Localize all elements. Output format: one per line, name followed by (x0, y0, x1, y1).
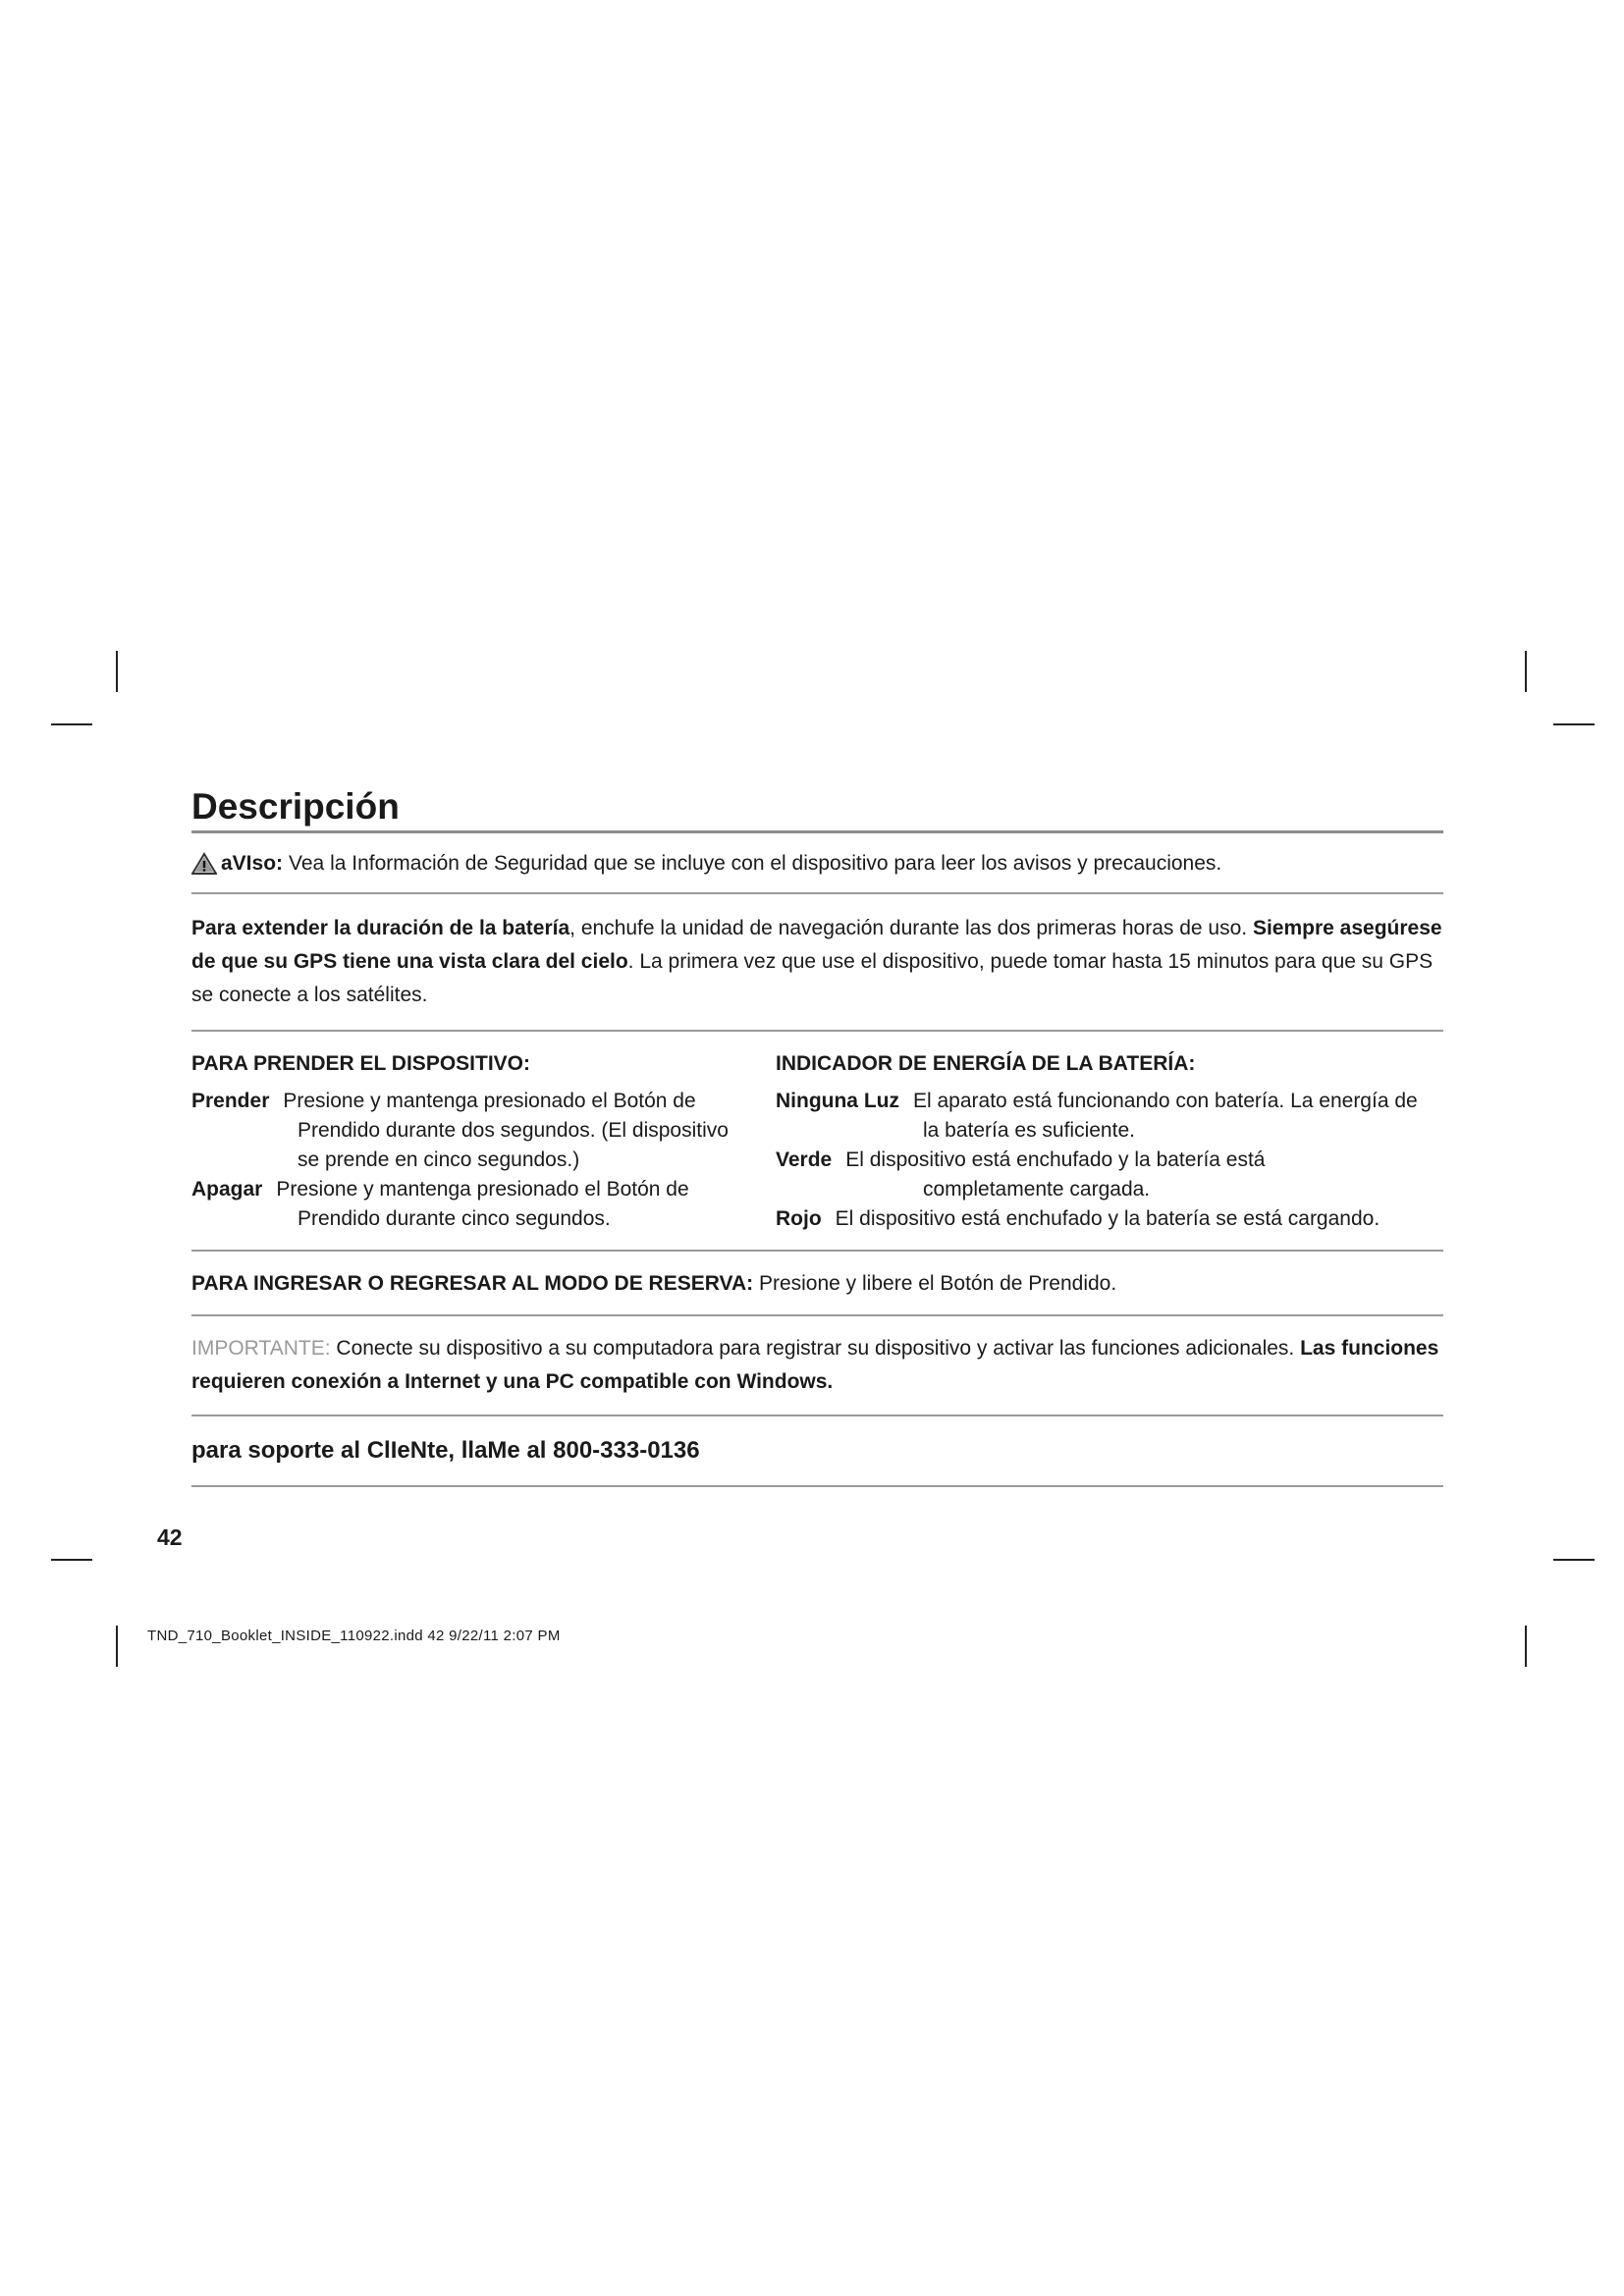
power-desc: Presione y mantenga presionado el Botón de (276, 1178, 689, 1201)
standby-label: PARA INGRESAR O REGRESAR AL MODO DE RESERVA: (191, 1272, 754, 1295)
description-section (191, 785, 1443, 1487)
indicator-item (776, 1087, 1443, 1146)
indicator-desc: El dispositivo está enchufado y la batería se está cargando. (835, 1207, 1380, 1230)
power-desc-cont: Prendido durante cinco segundos. (298, 1207, 611, 1230)
warning-label: aVIso: (221, 852, 284, 875)
power-term: Apagar (191, 1178, 263, 1201)
power-item (191, 1175, 776, 1234)
indicator-term: Rojo (776, 1207, 822, 1230)
indicator-desc-cont: completamente cargada. (923, 1178, 1151, 1201)
power-item (191, 1087, 776, 1175)
page-title: Descripción (191, 786, 400, 827)
battery-indicator-column (776, 1049, 1443, 1234)
two-column-section (191, 1032, 1443, 1250)
important-label: IMPORTANTE: (191, 1337, 331, 1360)
indicator-term: Verde (776, 1148, 833, 1171)
important-text: Conecte su dispositivo a su computadora para registrar su dispositivo y activar las funciones adicionales. (330, 1337, 1301, 1360)
battery-bold-1: Para extender la duración de la batería (191, 917, 570, 939)
power-on-column (191, 1049, 776, 1234)
page-number: 42 (157, 1524, 183, 1550)
power-desc-cont: Prendido durante dos segundos. (El dispositivo (298, 1119, 729, 1142)
important-notice (191, 1316, 1443, 1415)
indicator-desc: El aparato está funcionando con batería. La energía de (912, 1090, 1418, 1112)
crop-mark (1553, 1559, 1595, 1561)
crop-mark (51, 1559, 92, 1561)
warning-notice (191, 833, 1443, 892)
crop-mark (116, 651, 118, 692)
power-desc-cont: se prende en cinco segundos.) (298, 1148, 580, 1171)
indicator-desc-cont: la batería es suficiente. (923, 1119, 1135, 1142)
standby-text: Presione y libere el Botón de Prendido. (753, 1272, 1117, 1295)
divider (191, 1485, 1443, 1487)
warning-triangle-icon (191, 852, 217, 876)
standby-instruction (191, 1252, 1443, 1314)
print-slug: TND_710_Booklet_INSIDE_110922.indd 42 9/22/11 2:07 PM (147, 1628, 561, 1644)
battery-text-1: , enchufe la unidad de navegación durante las dos primeras horas de uso. (569, 917, 1253, 939)
warning-text: Vea la Información de Seguridad que se incluye con el dispositivo para leer los avisos y precauciones. (289, 852, 1222, 875)
indicator-item (776, 1146, 1443, 1204)
indicator-item (776, 1204, 1443, 1234)
indicator-term: Ninguna Luz (776, 1090, 899, 1112)
power-desc: Presione y mantenga presionado el Botón de (283, 1090, 696, 1112)
power-on-heading: PARA PRENDER EL DISPOSITIVO: (191, 1052, 530, 1075)
customer-support: para soporte al ClIeNte, llaMe al 800-333-0136 (191, 1437, 700, 1464)
crop-mark (51, 723, 92, 725)
battery-indicator-heading: INDICADOR DE ENERGÍA DE LA BATERÍA: (776, 1052, 1196, 1075)
crop-mark (1525, 651, 1527, 692)
crop-mark (1553, 723, 1595, 725)
power-term: Prender (191, 1090, 270, 1112)
crop-mark (116, 1626, 118, 1667)
indicator-desc: El dispositivo está enchufado y la batería está (845, 1148, 1266, 1171)
crop-mark (1525, 1626, 1527, 1667)
battery-text-2: . La primera vez que use el dispositivo, puede tomar hasta 15 minutos para que su GPS se conecte a los satélites. (191, 950, 1434, 1006)
important-bold: Las funciones requieren conexión a Internet y una PC compatible con Windows. (191, 1337, 1439, 1393)
battery-paragraph (191, 894, 1443, 1030)
battery-bold-2: Siempre asegúrese de que su GPS tiene una vista clara del cielo (191, 917, 1442, 973)
